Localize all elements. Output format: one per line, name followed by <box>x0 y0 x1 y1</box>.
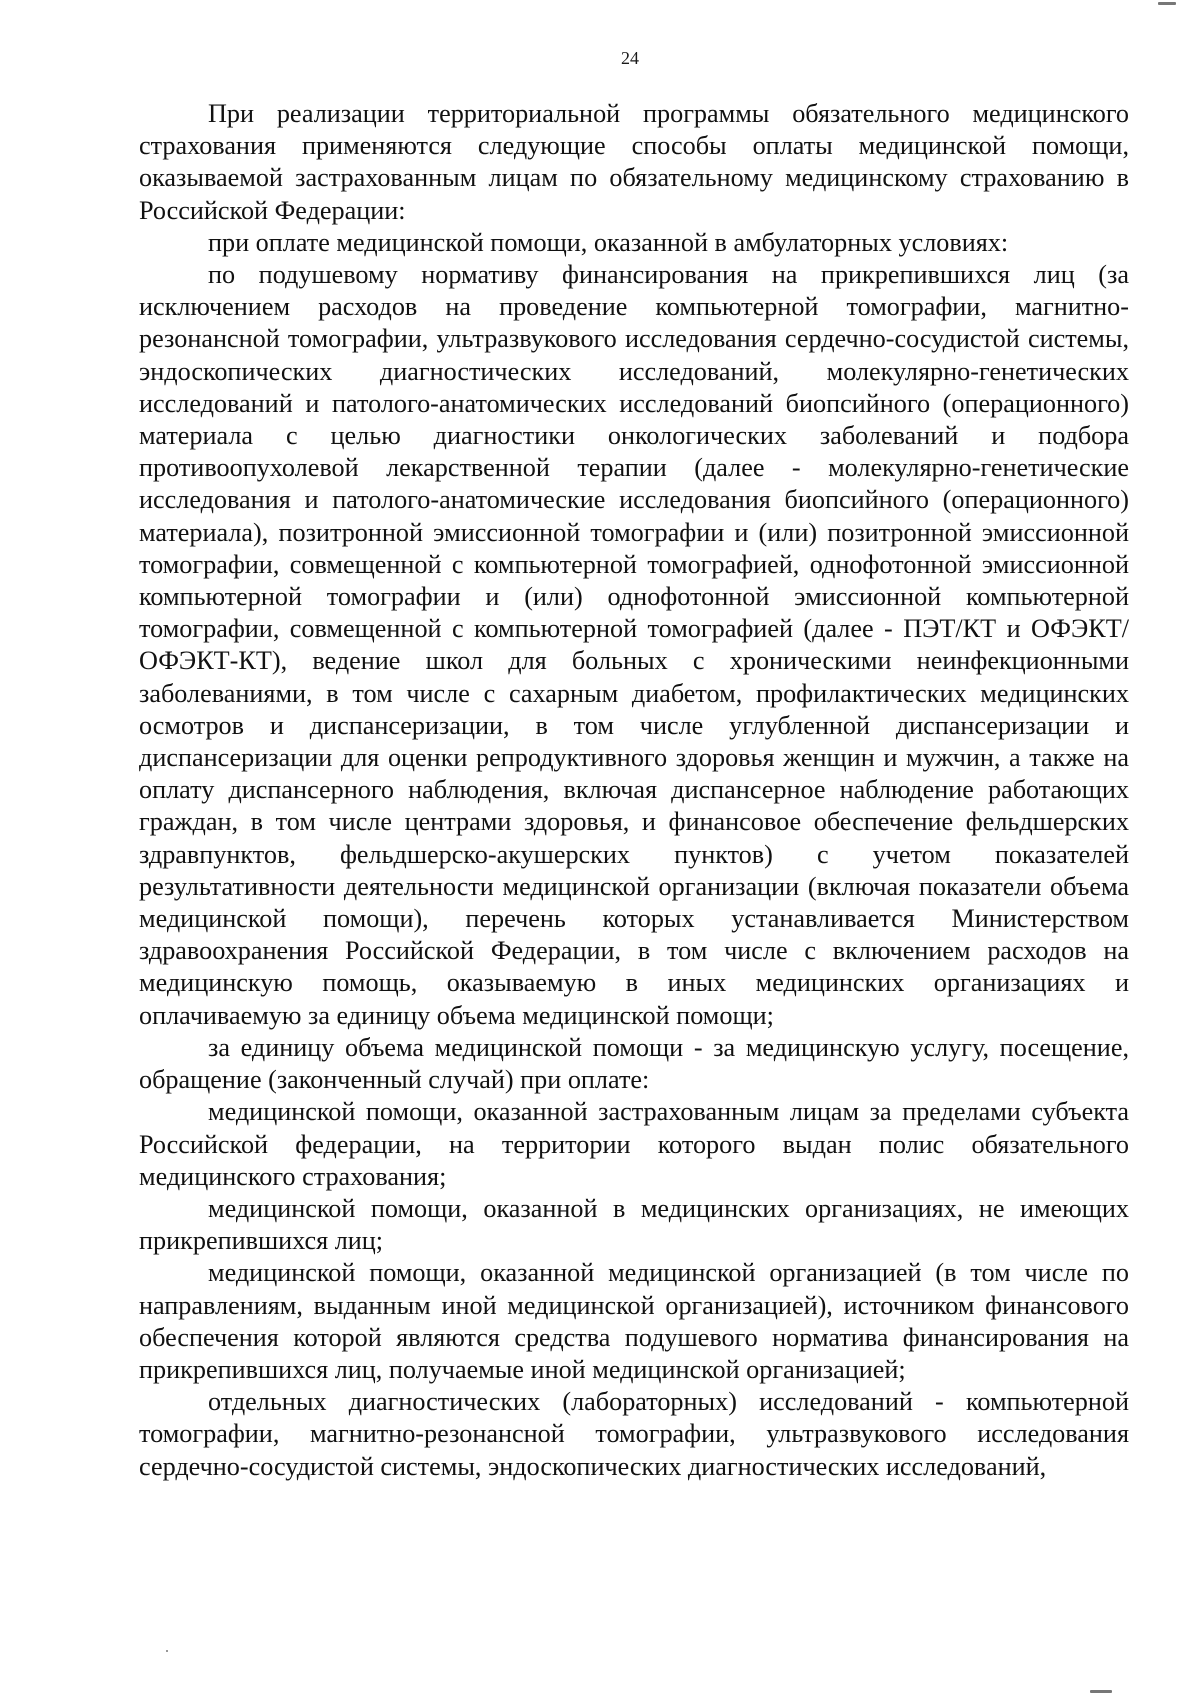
paragraph-outside-region: медицинской помощи, оказанной застрахованным лицам за пределами субъекта Российской федерации, на территории которого выдан полис обязательного медицинского страхования; <box>139 1097 1129 1191</box>
paragraph-no-attached-persons: медицинской помощи, оказанной в медицинских организациях, не имеющих прикрепившихся лиц; <box>139 1193 1129 1256</box>
paragraph-referral-by-other-org: медицинской помощи, оказанной медицинской организацией (в том числе по направлениям, выданным иной медицинской организацией), источником финансового обеспечения которой являются средства подушевого норматива финансирования на прикрепившихся лиц, получаемые иной медицинской организацией; <box>139 1258 1129 1384</box>
paragraph-intro: При реализации территориальной программы обязательного медицинского страхования применяются следующие способы оплаты медицинской помощи, оказываемой застрахованным лицам по обязательному медицинскому страхованию в Российской Федерации: <box>139 99 1129 225</box>
scan-speck <box>1090 1690 1112 1693</box>
paragraph-diagnostic-tests: отдельных диагностических (лабораторных) исследований - компьютерной томографии, магнитно-резонансной томографии, ультразвукового исследования сердечно-сосудистой системы, эндоскопических диагностических исследований, <box>139 1387 1129 1481</box>
paragraph-per-capita-standard: по подушевому нормативу финансирования на прикрепившихся лиц (за исключением расходов на проведение компьютерной томографии, магнитно-резонансной томографии, ультразвукового исследования сердечно-сосудистой системы, эндоскопических диагностических исследований, молекулярно-генетических исследований и патолого-анатомических исследований биопсийного (операционного) материала с целью диагностики онкологических заболеваний и подбора противоопухолевой лекарственной терапии (далее - молекулярно-генетические исследования и патолого-анатомические исследования биопсийного (операционного) материала), позитронной эмиссионной томографии и (или) позитронной эмиссионной томографии, совмещенной с компьютерной томографией, однофотонной эмиссионной компьютерной томографии и (или) однофотонной эмиссионной компьютерной томографии, совмещенной с компьютерной томографией (далее - ПЭТ/КТ и ОФЭКТ/ОФЭКТ-КТ), ведение школ для больных с хроническими неинфекционными заболеваниями, в том числе с сахарным диабетом, профилактических медицинских осмотров и диспансеризации, в том числе углубленной диспансеризации и диспансеризации для оценки репродуктивного здоровья женщин и мужчин, а также на оплату диспансерного наблюдения, включая диспансерное наблюдение работающих граждан, в том числе центрами здоровья, и финансовое обеспечение фельдшерских здравпунктов, фельдшерско-акушерских пунктов) с учетом показателей результативности деятельности медицинской организации (включая показатели объема медицинской помощи), перечень которых устанавливается Министерством здравоохранения Российской Федерации, в том числе с включением расходов на медицинскую помощь, оказываемую в иных медицинских организациях и оплачиваемую за единицу объема медицинской помощи; <box>139 260 1129 1030</box>
paragraph-per-unit-volume: за единицу объема медицинской помощи - за медицинскую услугу, посещение, обращение (законченный случай) при оплате: <box>139 1032 1129 1095</box>
paragraph-ambulatory-heading: при оплате медицинской помощи, оказанной в амбулаторных условиях: <box>208 227 1009 257</box>
page-number: 24 <box>621 48 639 68</box>
scan-speck <box>1158 2 1176 5</box>
scan-speck <box>166 1650 168 1652</box>
document-body <box>139 98 1129 1483</box>
